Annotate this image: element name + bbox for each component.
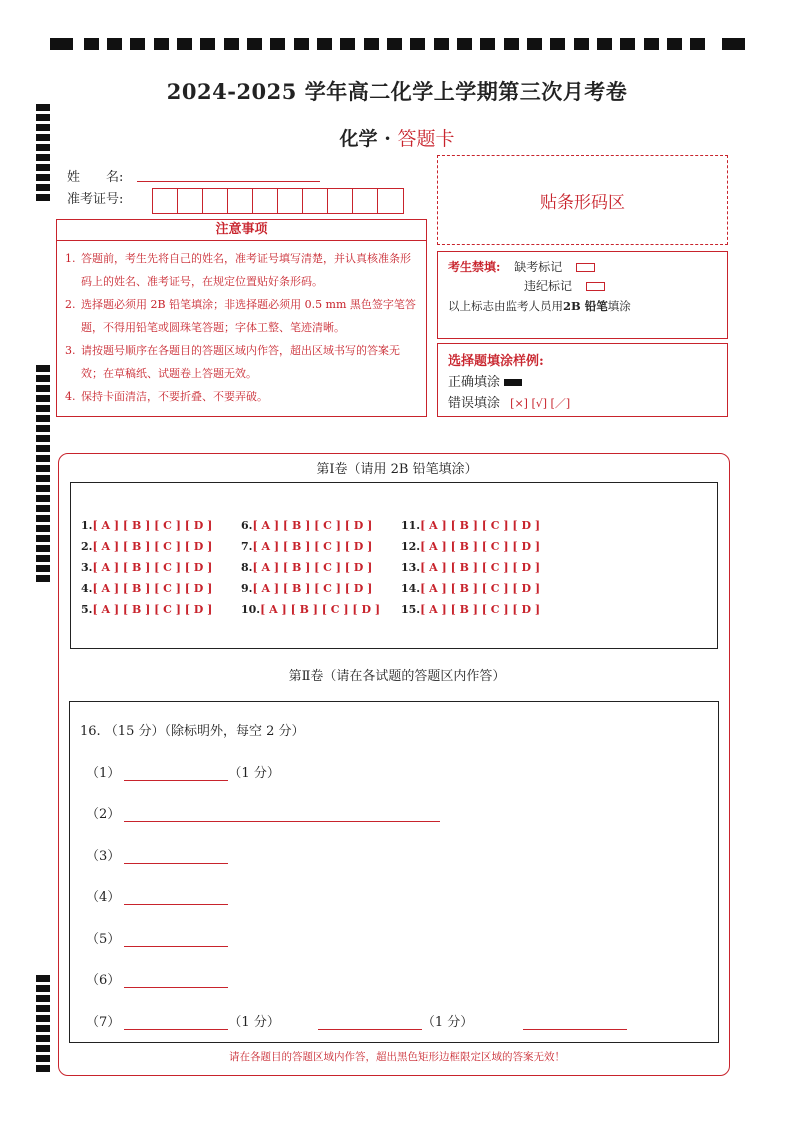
timing-mark — [527, 38, 542, 50]
page-title: 2024-2025 学年高二化学上学期第三次月考卷 — [166, 79, 628, 104]
absent-mark[interactable] — [576, 263, 595, 272]
timing-mark — [36, 415, 50, 422]
timing-mark — [36, 395, 50, 402]
question-16-box — [69, 701, 719, 1043]
mc-question-number: 3. — [81, 561, 93, 574]
id-digit-box[interactable] — [253, 189, 278, 213]
mc-options[interactable]: [ A ] [ B ] [ C ] [ D ] — [252, 519, 373, 532]
timing-mark — [36, 164, 50, 171]
timing-mark — [36, 525, 50, 532]
answer-blank[interactable] — [124, 766, 228, 781]
id-digit-box[interactable] — [278, 189, 303, 213]
timing-mark — [36, 495, 50, 502]
notice-item — [65, 247, 420, 293]
correct-fill-sample — [504, 379, 522, 386]
forbidden-heading: 考生禁填: — [448, 260, 501, 274]
timing-mark — [410, 38, 425, 50]
part2-title: 第Ⅱ卷（请在各试题的答题区内作答） — [288, 669, 506, 684]
id-digit-box[interactable] — [353, 189, 378, 213]
notice-num: 4. — [65, 390, 76, 403]
answer-blank[interactable] — [523, 1015, 627, 1030]
mc-question-number: 10. — [241, 603, 261, 616]
timing-mark — [36, 385, 50, 392]
notice-item — [65, 293, 420, 339]
mc-question-number: 13. — [401, 561, 421, 574]
mc-options[interactable]: [ A ] [ B ] [ C ] [ D ] — [92, 519, 213, 532]
forbidden-note: 以上标志由监考人员用 — [448, 299, 563, 313]
wrong-marks: [×] [√] [／] — [510, 397, 571, 410]
id-digit-box[interactable] — [203, 189, 228, 213]
sample-heading: 选择题填涂样例: — [448, 354, 544, 369]
notice-text: 保持卡面清洁，不要折叠、不要弄破。 — [81, 390, 268, 403]
timing-mark — [36, 515, 50, 522]
mc-question-row[interactable] — [401, 515, 540, 536]
timing-mark — [200, 38, 215, 50]
mc-question-number: 5. — [81, 603, 93, 616]
timing-mark — [154, 38, 169, 50]
mc-question-number: 4. — [81, 582, 93, 595]
notice-text: 请按题号顺序在各题目的答题区域内作答，超出区域书写的答案无效；在草稿纸、试题卷上答题无效。 — [81, 344, 400, 380]
mc-question-row[interactable] — [401, 557, 540, 578]
mc-question-row[interactable] — [241, 599, 380, 620]
mc-question-row[interactable] — [241, 536, 380, 557]
correct-label: 正确填涂 — [448, 375, 501, 390]
mc-question-row[interactable] — [401, 599, 540, 620]
mc-options[interactable]: [ A ] [ B ] [ C ] [ D ] — [92, 561, 213, 574]
answer-blank[interactable] — [124, 849, 228, 864]
timing-bar-top — [50, 38, 745, 50]
timing-mark — [36, 405, 50, 412]
sub-label: （1） — [86, 766, 121, 781]
mc-question-number: 12. — [401, 540, 421, 553]
mc-options[interactable]: [ A ] [ B ] [ C ] [ D ] — [420, 540, 541, 553]
multiple-choice-box — [70, 482, 718, 649]
part1-title: 第Ⅰ卷（请用 2B 铅笔填涂） — [316, 462, 478, 477]
timing-mark — [36, 575, 50, 582]
forbidden-note-bold: 2B 铅笔 — [563, 299, 608, 313]
id-digit-box[interactable] — [303, 189, 328, 213]
mc-question-number: 2. — [81, 540, 93, 553]
timing-mark — [36, 435, 50, 442]
mc-question-row[interactable] — [241, 515, 380, 536]
timing-mark — [597, 38, 612, 50]
mc-options[interactable]: [ A ] [ B ] [ C ] [ D ] — [420, 561, 541, 574]
timing-mark — [36, 375, 50, 382]
timing-mark — [36, 975, 50, 982]
timing-mark — [36, 184, 50, 191]
timing-mark — [247, 38, 262, 50]
timing-mark — [36, 425, 50, 432]
timing-mark — [36, 174, 50, 181]
sub-label: （7） — [86, 1015, 121, 1030]
sub-label: （3） — [86, 849, 121, 864]
timing-mark — [690, 38, 705, 50]
timing-mark — [36, 545, 50, 552]
timing-mark — [36, 555, 50, 562]
timing-mark — [667, 38, 682, 50]
mc-question-row[interactable] — [81, 515, 212, 536]
timing-mark — [457, 38, 472, 50]
timing-mark — [36, 995, 50, 1002]
mc-options[interactable]: [ A ] [ B ] [ C ] [ D ] — [252, 540, 373, 553]
answer-blank[interactable] — [124, 890, 228, 905]
mc-question-number: 7. — [241, 540, 253, 553]
timing-mark — [340, 38, 355, 50]
wrong-label: 错误填涂 — [448, 396, 501, 411]
mc-column — [241, 515, 380, 620]
mc-options[interactable]: [ A ] [ B ] [ C ] [ D ] — [260, 603, 381, 616]
timing-mark — [36, 1025, 50, 1032]
sub-label: （6） — [86, 973, 121, 988]
mc-question-row[interactable] — [81, 578, 212, 599]
mc-options[interactable]: [ A ] [ B ] [ C ] [ D ] — [92, 540, 213, 553]
forbidden-box — [437, 251, 728, 339]
timing-mark — [36, 194, 50, 201]
mc-options[interactable]: [ A ] [ B ] [ C ] [ D ] — [252, 582, 373, 595]
timing-mark — [480, 38, 495, 50]
timing-mark — [722, 38, 745, 50]
mc-question-number: 14. — [401, 582, 421, 595]
timing-mark — [36, 1065, 50, 1072]
id-digit-box[interactable] — [153, 189, 178, 213]
q16-heading: 16. （15 分）（除标明外，每空 2 分） — [80, 724, 305, 739]
exam-id-label: 准考证号: — [67, 192, 124, 207]
violation-mark[interactable] — [586, 282, 605, 291]
score-note: （1 分） — [228, 766, 280, 781]
id-digit-box[interactable] — [228, 189, 253, 213]
timing-mark — [107, 38, 122, 50]
timing-mark — [387, 38, 402, 50]
mc-column — [401, 515, 540, 620]
card-subtitle — [0, 124, 794, 151]
answer-blank[interactable] — [124, 973, 228, 988]
barcode-area — [437, 155, 728, 245]
mc-question-row[interactable] — [241, 557, 380, 578]
mc-question-row[interactable] — [81, 599, 212, 620]
timing-mark — [644, 38, 659, 50]
notice-box — [56, 241, 427, 417]
timing-mark — [294, 38, 309, 50]
mc-question-number: 11. — [401, 519, 421, 532]
mc-options[interactable]: [ A ] [ B ] [ C ] [ D ] — [420, 519, 541, 532]
mc-question-row[interactable] — [401, 578, 540, 599]
answer-blank[interactable] — [124, 932, 228, 947]
timing-mark — [574, 38, 589, 50]
mc-options[interactable]: [ A ] [ B ] [ C ] [ D ] — [420, 582, 541, 595]
subject-label: 化学 — [339, 128, 378, 150]
card-label: 答题卡 — [397, 128, 455, 150]
mc-question-number: 6. — [241, 519, 253, 532]
subtitle-dot: · — [384, 128, 391, 150]
mc-question-number: 15. — [401, 603, 421, 616]
timing-mark — [36, 1005, 50, 1012]
sub-label: （4） — [86, 890, 121, 905]
notice-heading: 注意事项 — [56, 219, 427, 241]
notice-num: 3. — [65, 344, 76, 357]
sample-box — [437, 343, 728, 417]
timing-mark — [364, 38, 379, 50]
timing-mark — [504, 38, 519, 50]
timing-mark — [36, 445, 50, 452]
sub-label: （5） — [86, 932, 121, 947]
timing-mark — [317, 38, 332, 50]
mc-question-row[interactable] — [241, 578, 380, 599]
id-digit-box[interactable] — [328, 189, 353, 213]
timing-mark — [84, 38, 99, 50]
timing-mark — [36, 505, 50, 512]
notice-num: 2. — [65, 298, 76, 311]
mc-question-number: 9. — [241, 582, 253, 595]
answer-blank[interactable] — [124, 807, 440, 822]
mc-options[interactable]: [ A ] [ B ] [ C ] [ D ] — [92, 582, 213, 595]
notice-item — [65, 339, 420, 385]
timing-mark — [36, 1035, 50, 1042]
notice-text: 选择题必须用 2B 铅笔填涂；非选择题必须用 0.5 mm 黑色签字笔答题，不得用铅笔或圆珠笔答题；字体工整、笔迹清晰。 — [81, 298, 416, 334]
sub-label: （2） — [86, 807, 121, 822]
timing-mark — [224, 38, 239, 50]
timing-bar-left — [0, 0, 60, 1122]
id-digit-box[interactable] — [178, 189, 203, 213]
mc-question-number: 8. — [241, 561, 253, 574]
timing-mark — [550, 38, 565, 50]
barcode-label: 贴条形码区 — [540, 192, 625, 213]
mc-question-number: 1. — [81, 519, 93, 532]
exam-id-boxes[interactable] — [152, 188, 404, 214]
id-digit-box[interactable] — [378, 189, 403, 213]
name-label: 姓 名: — [67, 170, 124, 185]
timing-mark — [36, 1015, 50, 1022]
timing-mark — [130, 38, 145, 50]
score-note: （1 分） — [421, 1015, 474, 1030]
timing-mark — [270, 38, 285, 50]
timing-mark — [620, 38, 635, 50]
absent-label: 缺考标记 — [514, 260, 563, 274]
timing-mark — [36, 565, 50, 572]
timing-mark — [36, 535, 50, 542]
mc-options[interactable]: [ A ] [ B ] [ C ] [ D ] — [92, 603, 213, 616]
notice-text: 答题前，考生先将自己的姓名，准考证号填写清楚，并认真核准条形码上的姓名、准考证号，在规定位置贴好条形码。 — [81, 252, 411, 288]
violation-label: 违纪标记 — [524, 279, 573, 293]
name-field[interactable] — [137, 181, 320, 182]
mc-options[interactable]: [ A ] [ B ] [ C ] [ D ] — [252, 561, 373, 574]
timing-mark — [36, 985, 50, 992]
footer-warning: 请在各题目的答题区域内作答，超出黑色矩形边框限定区域的答案无效！ — [229, 1051, 565, 1063]
mc-question-row[interactable] — [81, 557, 212, 578]
mc-column — [81, 515, 212, 620]
forbidden-note-end: 填涂 — [607, 299, 631, 313]
timing-mark — [434, 38, 449, 50]
timing-mark — [36, 154, 50, 161]
mc-options[interactable]: [ A ] [ B ] [ C ] [ D ] — [420, 603, 541, 616]
timing-mark — [177, 38, 192, 50]
notice-item — [65, 385, 420, 408]
answer-blank[interactable] — [318, 1015, 422, 1030]
timing-mark — [36, 114, 50, 121]
score-note: （1 分） — [228, 1015, 280, 1030]
mc-question-row[interactable] — [401, 536, 540, 557]
answer-blank[interactable] — [124, 1015, 228, 1030]
notice-num: 1. — [65, 252, 76, 265]
timing-mark — [36, 365, 50, 372]
mc-question-row[interactable] — [81, 536, 212, 557]
timing-mark — [36, 485, 50, 492]
